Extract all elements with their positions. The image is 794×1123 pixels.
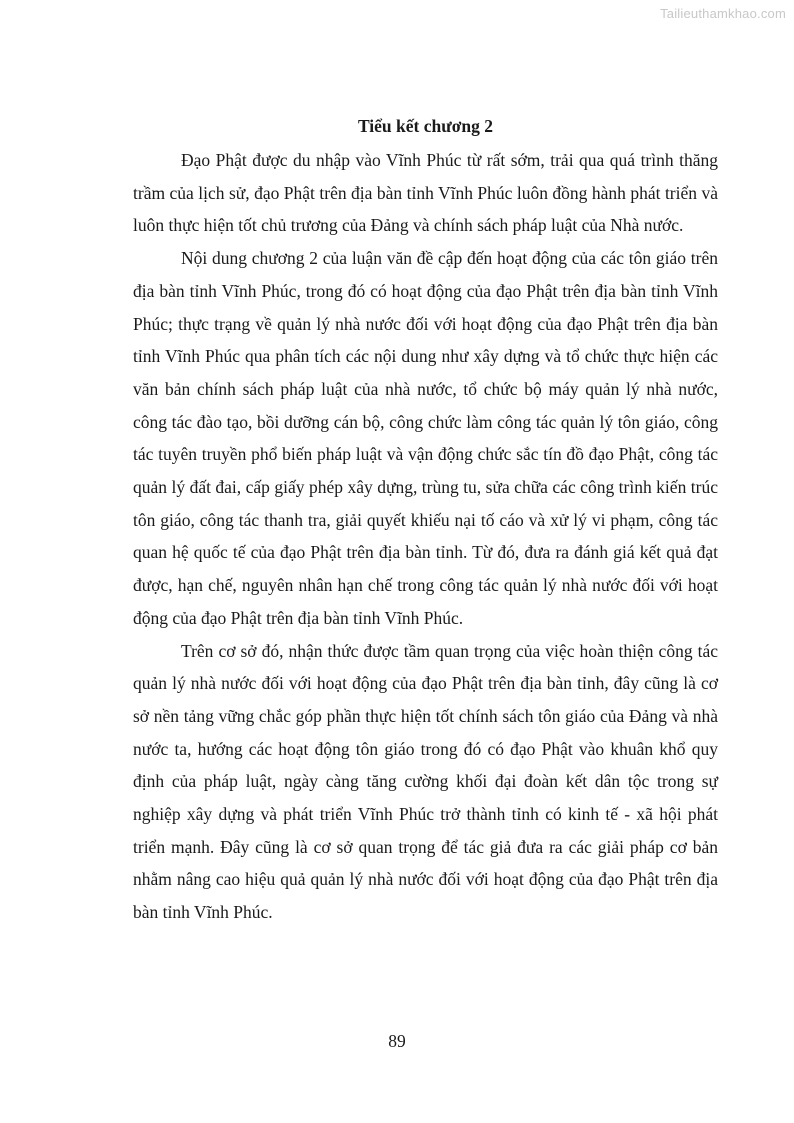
paragraph-conclusion: Trên cơ sở đó, nhận thức được tầm quan trọng của việc hoàn thiện công tác quản lý nhà nước đối với hoạt động của đạo Phật trên địa bàn tỉnh, đây cũng là cơ sở nền tảng vững chắc góp phần thực hiện tốt chính sách tôn giáo của Đảng và nhà nước ta, hướng các hoạt động tôn giáo trong đó có đạo Phật vào khuân khổ quy định của pháp luật, ngày càng tăng cường khối đại đoàn kết dân tộc trong sự nghiệp xây dựng và phát triển Vĩnh Phúc trở thành tỉnh có kinh tế - xã hội phát triển mạnh. Đây cũng là cơ sở quan trọng để tác giả đưa ra các giải pháp cơ bản nhằm nâng cao hiệu quả quản lý nhà nước đối với hoạt động của đạo Phật trên địa bàn tỉnh Vĩnh Phúc. (133, 640, 718, 923)
chapter-summary-title: Tiểu kết chương 2 (357, 116, 494, 136)
watermark-text: Tailieuthamkhao.com (660, 6, 786, 21)
paragraph-introduction: Đạo Phật được du nhập vào Vĩnh Phúc từ rất sớm, trải qua quá trình thăng trầm của lịch sử, đạo Phật trên địa bàn tỉnh Vĩnh Phúc luôn đồng hành phát triển và luôn thực hiện tốt chủ trương của Đảng và chính sách pháp luật của Nhà nước. (133, 150, 718, 236)
page-number: 89 (388, 1031, 406, 1051)
paragraph-content-summary: Nội dung chương 2 của luận văn đề cập đến hoạt động của các tôn giáo trên địa bàn tỉnh Vĩnh Phúc, trong đó có hoạt động của đạo Phật trên địa bàn tỉnh Vĩnh Phúc; thực trạng về quản lý nhà nước đối với hoạt động của đạo Phật trên địa bàn tỉnh Vĩnh Phúc qua phân tích các nội dung như xây dựng và tổ chức thực hiện các văn bản chính sách pháp luật của nhà nước, tổ chức bộ máy quản lý nhà nước, công tác đào tạo, bồi dưỡng cán bộ, công chức làm công tác quản lý tôn giáo, công tác tuyên truyền phổ biến pháp luật và vận động chức sắc tín đồ đạo Phật, công tác quản lý đất đai, cấp giấy phép xây dựng, trùng tu, sửa chữa các công trình kiến trúc tôn giáo, công tác thanh tra, giải quyết khiếu nại tố cáo và xử lý vi phạm, công tác quan hệ quốc tế của đạo Phật trên địa bàn tỉnh. Từ đó, đưa ra đánh giá kết quả đạt được, hạn chế, nguyên nhân hạn chế trong công tác quản lý nhà nước đối với hoạt động của đạo Phật trên địa bàn tỉnh Vĩnh Phúc. (133, 248, 718, 628)
page-content (133, 113, 718, 929)
